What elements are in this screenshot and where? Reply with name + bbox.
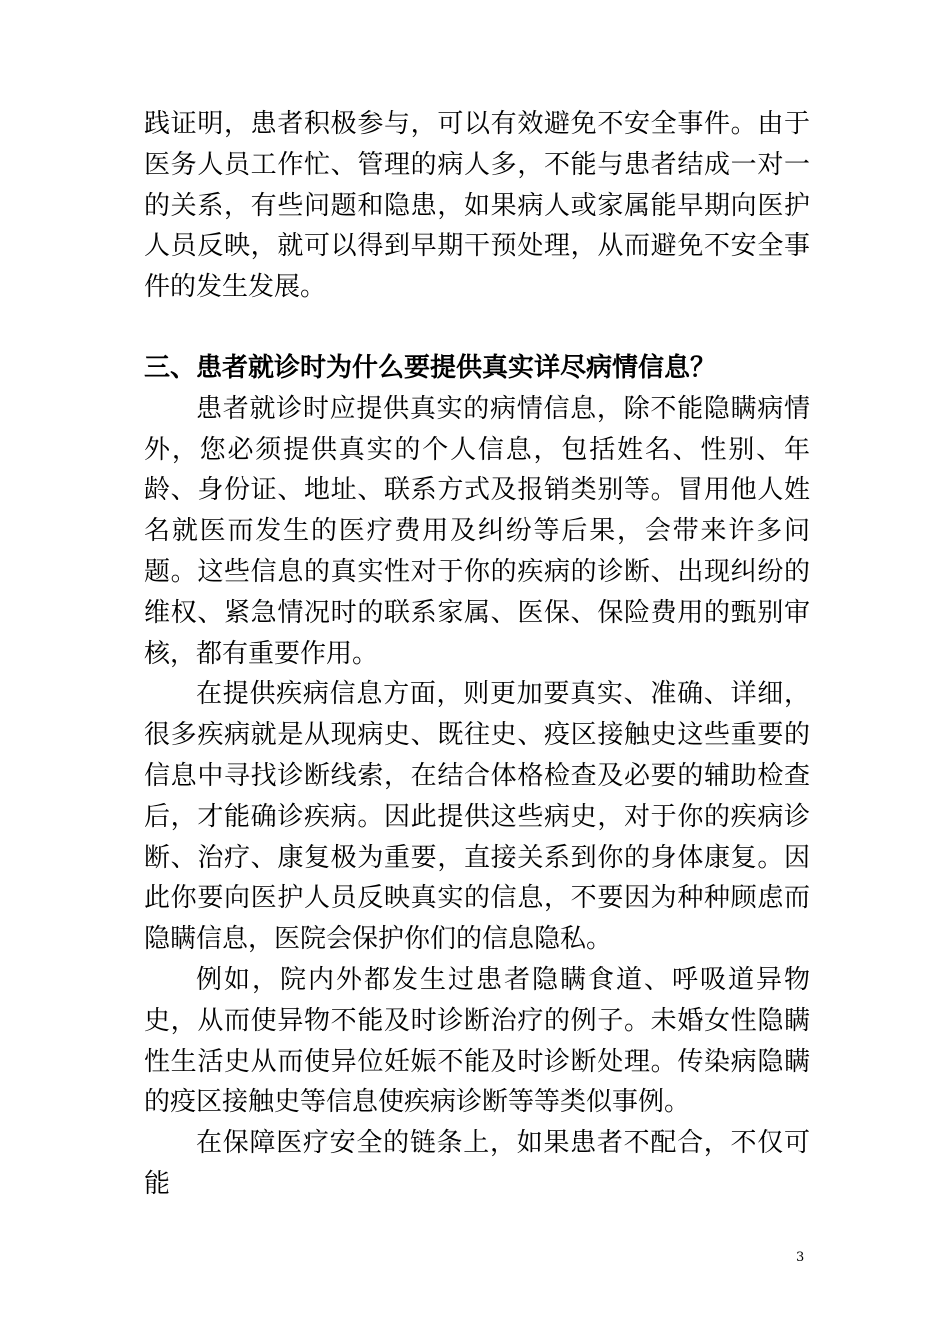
document-body xyxy=(144,104,810,1205)
paragraph: 在保障医疗安全的链条上，如果患者不配合，不仅可能 xyxy=(144,1128,810,1199)
paragraph: 例如，院内外都发生过患者隐瞒食道、呼吸道异物史，从而使异物不能及时诊断治疗的例子。未婚女性隐瞒性生活史从而使异位妊娠不能及时诊断处理。传染病隐瞒的疫区接触史等信息使疾病诊断等等类似事例。 xyxy=(144,964,810,1118)
paragraph: 在提供疾病信息方面，则更加要真实、准确、详细，很多疾病就是从现病史、既往史、疫区接触史这些重要的信息中寻找诊断线索，在结合体格检查及必要的辅助检查后，才能确诊疾病。因此提供这些病史，对于你的疾病诊断、治疗、康复极为重要，直接关系到你的身体康复。因此你要向医护人员反映真实的信息，不要因为种种顾虑而隐瞒信息，医院会保护你们的信息隐私。 xyxy=(144,679,810,955)
section-spacer xyxy=(144,308,810,348)
section-heading: 三、患者就诊时为什么要提供真实详尽病情信息？ xyxy=(144,352,717,383)
page-number: 3 xyxy=(796,1250,805,1265)
paragraph: 患者就诊时应提供真实的病情信息，除不能隐瞒病情外，您必须提供真实的个人信息，包括姓名、性别、年龄、身份证、地址、联系方式及报销类别等。冒用他人姓名就医而发生的医疗费用及纠纷等后果，会带来许多问题。这些信息的真实性对于你的疾病的诊断、出现纠纷的维权、紧急情况时的联系家属、医保、保险费用的甄别审核，都有重要作用。 xyxy=(144,393,810,669)
paragraph-continuation: 践证明，患者积极参与，可以有效避免不安全事件。由于医务人员工作忙、管理的病人多，不能与患者结成一对一的关系，有些问题和隐患，如果病人或家属能早期向医护人员反映，就可以得到早期干预处理，从而避免不安全事件的发生发展。 xyxy=(144,109,810,303)
